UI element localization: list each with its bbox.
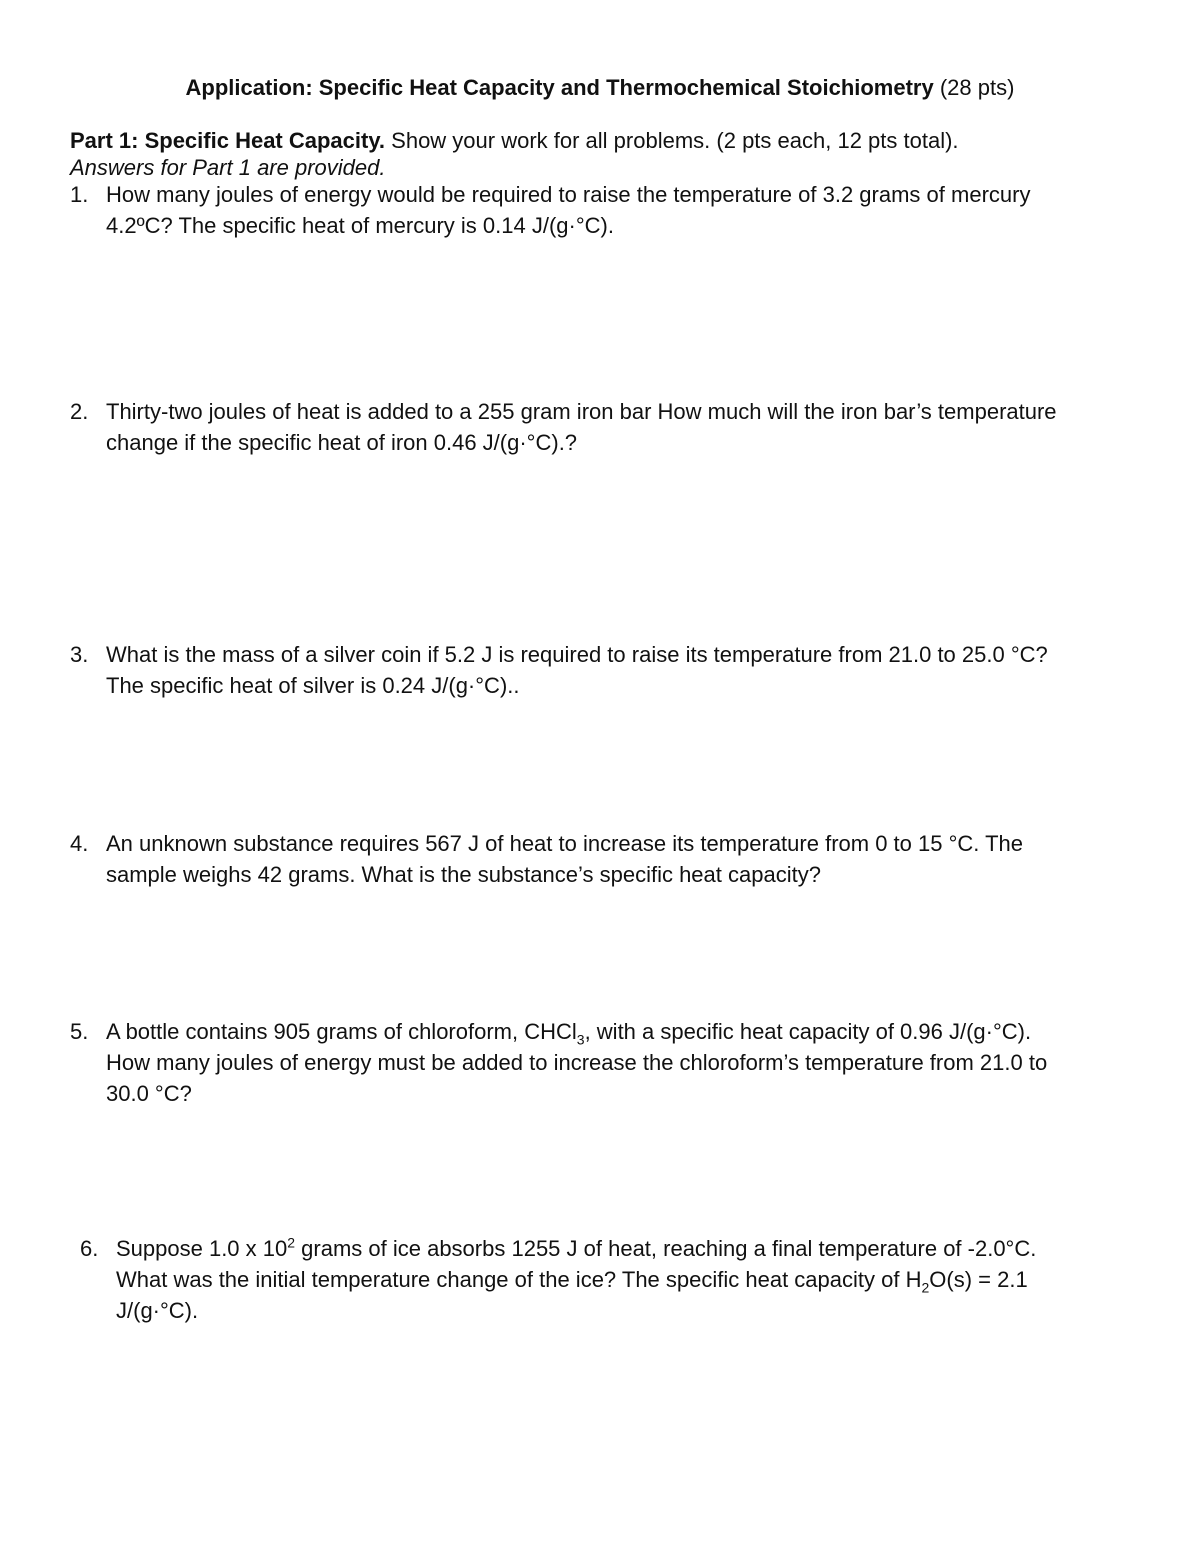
- superscript: 2: [287, 1234, 296, 1251]
- question-number: 6.: [80, 1236, 99, 1261]
- text-segment: , with a specific heat capacity of 0.96 J/(g·°C).: [584, 1019, 1032, 1044]
- question-4: [70, 828, 1150, 890]
- question-number: 1.: [70, 182, 89, 207]
- question-number: 2.: [70, 399, 89, 424]
- question-number: 5.: [70, 1019, 89, 1044]
- text-segment: Suppose 1.0 x 10: [116, 1236, 288, 1261]
- text-segment: O(s) = 2.1: [929, 1267, 1028, 1292]
- text-segment: A bottle contains 905 grams of chloroform, CHCl: [106, 1019, 577, 1044]
- question-text-line: sample weighs 42 grams. What is the substance’s specific heat capacity?: [106, 862, 821, 887]
- subscript: 2: [921, 1279, 930, 1296]
- title-bold: Application: Specific Heat Capacity and Thermochemical Stoichiometry: [185, 75, 934, 100]
- question-text-line: change if the specific heat of iron 0.46 J/(g·°C).?: [106, 430, 578, 455]
- text-segment: grams of ice absorbs 1255 J of heat, reaching a final temperature of -2.0°C.: [295, 1236, 1037, 1261]
- question-text-line: How many joules of energy would be required to raise the temperature of 3.2 grams of mercury: [106, 182, 1031, 207]
- question-text-line: The specific heat of silver is 0.24 J/(g·°C)..: [106, 673, 520, 698]
- part1-note: Answers for Part 1 are provided.: [70, 155, 386, 180]
- question-6: [80, 1233, 1160, 1326]
- question-1: [70, 179, 1150, 241]
- question-2: [70, 396, 1150, 458]
- question-number: 3.: [70, 642, 89, 667]
- question-text-line: J/(g·°C).: [116, 1298, 199, 1323]
- text-segment: What was the initial temperature change of the ice? The specific heat capacity of H: [116, 1267, 922, 1292]
- question-text-line: An unknown substance requires 567 J of heat to increase its temperature from 0 to 15 °C. The: [106, 831, 1024, 856]
- question-text-line: [116, 1264, 1160, 1295]
- question-3: [70, 639, 1150, 701]
- page-title: [0, 72, 1200, 103]
- part1-heading: Part 1: Specific Heat Capacity.: [70, 128, 386, 153]
- question-text-line: Thirty-two joules of heat is added to a 255 gram iron bar How much will the iron bar’s temperature: [106, 399, 1057, 424]
- question-text-line: What is the mass of a silver coin if 5.2 J is required to raise its temperature from 21.0 to 25.0 °C?: [106, 642, 1048, 667]
- question-text-line: How many joules of energy must be added to increase the chloroform’s temperature from 21.0 to: [106, 1050, 1048, 1075]
- subscript: 3: [576, 1031, 585, 1048]
- question-number: 4.: [70, 831, 89, 856]
- title-points: (28 pts): [933, 75, 1015, 100]
- question-text-line: [106, 1016, 1150, 1047]
- question-text-line: 4.2ºC? The specific heat of mercury is 0.14 J/(g·°C).: [106, 213, 614, 238]
- question-text-line: [116, 1233, 1160, 1264]
- question-5: [70, 1016, 1150, 1109]
- part1-instructions: Show your work for all problems. (2 pts each, 12 pts total).: [385, 128, 959, 153]
- question-text-line: 30.0 °C?: [106, 1081, 192, 1106]
